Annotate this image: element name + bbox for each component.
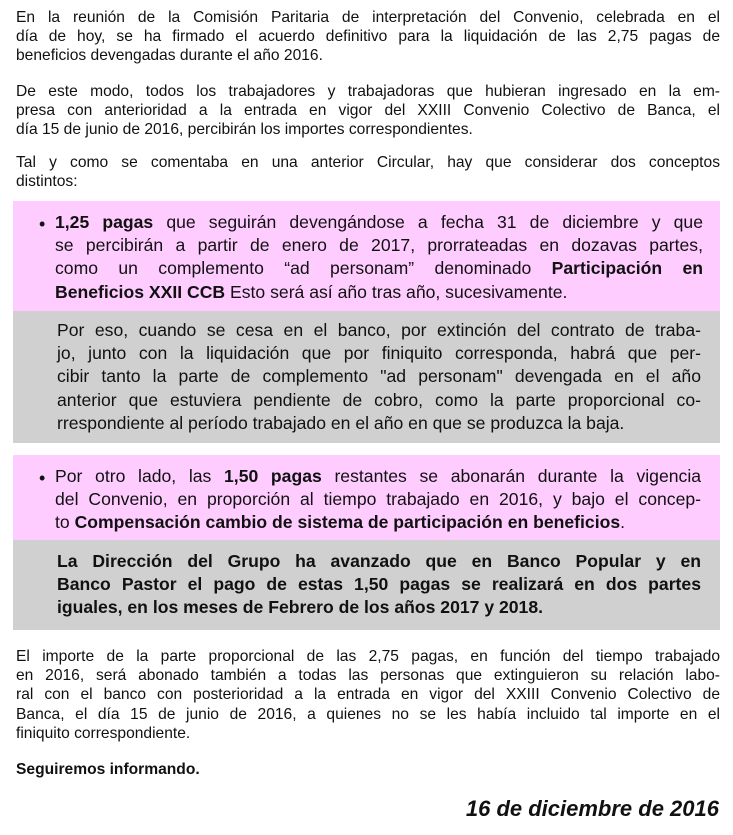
text-line	[57, 342, 701, 365]
text: restantes se abonarán durante la vigencia	[321, 466, 702, 486]
concept-1-box	[13, 201, 720, 311]
text: to	[55, 512, 75, 533]
text: en 2016, será abonado también a todas las personas que extinguieron su relación labo-	[16, 667, 720, 685]
text-line	[16, 153, 720, 172]
text: rrespondiente al período trabajado en el año en que se produzca la baja.	[57, 412, 625, 433]
bold-text: 1,50 pagas	[224, 466, 322, 486]
text: como un complemento “ad personam” denominado	[55, 258, 552, 279]
text: finiquito correspondiente.	[16, 724, 191, 742]
text-line	[16, 82, 720, 101]
text-line	[16, 101, 720, 120]
text-line	[16, 8, 720, 27]
date: 16 de diciembre de 2016	[465, 796, 719, 821]
text: ral con el banco con posterioridad a la entrada en vigor del XXIII Convenio Colectivo de	[16, 686, 720, 704]
text-line	[55, 211, 703, 234]
text: En la reunión de la Comisión Paritaria de interpretación del Convenio, celebrada en el	[16, 9, 720, 26]
concept-2-note-text	[57, 550, 701, 620]
text: día de hoy, se ha firmado el acuerdo definitivo para la liquidación de las 2,75 pagas de	[16, 28, 720, 46]
text-line	[57, 573, 701, 596]
bold-text: La Dirección del Grupo ha avanzado que en Banco Popular y en	[57, 551, 701, 571]
text-line	[55, 511, 701, 534]
text: beneficios devengadas durante el año 2016.	[16, 47, 323, 65]
text-line	[55, 488, 701, 511]
text: Banca, el día 15 de junio de 2016, a quienes no se les había incluido tal importe en el	[16, 705, 720, 723]
bold-text: 1,25 pagas	[55, 212, 154, 232]
text: que seguirán devengándose a fecha 31 de diciembre y que	[153, 212, 703, 232]
intro-paragraph-3	[16, 153, 720, 191]
text-line	[57, 319, 701, 342]
text-line	[55, 281, 703, 304]
bullet-icon: •	[39, 214, 46, 234]
concept-1-note-box	[13, 311, 720, 443]
concept-1-note-text	[57, 319, 701, 435]
text-line	[55, 465, 701, 488]
text: Por eso, cuando se cesa en el banco, por extinción del contrato de traba-	[57, 320, 701, 340]
text: El importe de la parte proporcional de las 2,75 pagas, en función del tiempo trabajado	[16, 648, 720, 665]
signoff: Seguiremos informando.	[16, 761, 200, 778]
text: jo, junto con la liquidación que por finiquito corresponda, habrá que per-	[57, 343, 701, 364]
text-line	[16, 172, 720, 191]
text-line	[16, 724, 720, 743]
text-line	[16, 647, 720, 666]
text: De este modo, todos los trabajadores y trabajadoras que hubieran ingresado en la em-	[16, 83, 720, 100]
text-line	[57, 412, 701, 435]
text: .	[620, 512, 626, 533]
text-line	[16, 46, 720, 65]
text-line	[57, 550, 701, 573]
bold-text: Beneficios XXII CCB	[55, 281, 226, 302]
text-line	[16, 27, 720, 46]
bold-text: Compensación cambio de sistema de participación en beneficios	[74, 512, 621, 533]
text-line	[57, 365, 701, 388]
concept-2-text	[55, 465, 701, 535]
bullet-icon: •	[39, 468, 46, 488]
text: distintos:	[16, 173, 78, 191]
text-line	[16, 685, 720, 704]
bold-text: Banco Pastor el pago de estas 1,50 pagas se realizará en dos partes	[57, 574, 701, 595]
intro-paragraph-1	[16, 8, 720, 66]
bold-text: Participación en	[551, 258, 704, 279]
intro-paragraph-2	[16, 82, 720, 140]
concept-1-text	[55, 211, 703, 304]
text: día 15 de junio de 2016, percibirán los importes correspondientes.	[16, 121, 473, 139]
text: presa con anterioridad a la entrada en vigor del XXIII Convenio Colectivo de Banca, el	[16, 102, 720, 120]
text: anterior que estuviera pendiente de cobro, como la parte proporcional co-	[57, 389, 701, 410]
text: Esto será así año tras año, sucesivamente.	[225, 281, 568, 302]
text: cibir tanto la parte de complemento "ad personam" devengada en el año	[57, 366, 701, 387]
text: Por otro lado, las	[55, 466, 225, 486]
text: del Convenio, en proporción al tiempo trabajado en 2016, y bajo el concep-	[55, 489, 701, 510]
concept-2-box	[13, 455, 720, 540]
closing-paragraph	[16, 647, 720, 743]
text-line	[57, 596, 701, 619]
text: Tal y como se comentaba en una anterior Circular, hay que considerar dos conceptos	[16, 154, 720, 171]
text-line	[57, 389, 701, 412]
concept-2-note-box	[13, 540, 720, 630]
text-line	[16, 666, 720, 685]
text-line	[16, 705, 720, 724]
bold-text: iguales, en los meses de Febrero de los años 2017 y 2018.	[57, 597, 544, 618]
text-line	[16, 120, 720, 139]
text-line	[55, 234, 703, 257]
text: se percibirán a partir de enero de 2017, prorrateadas en dozavas partes,	[55, 235, 703, 256]
text-line	[55, 257, 703, 280]
